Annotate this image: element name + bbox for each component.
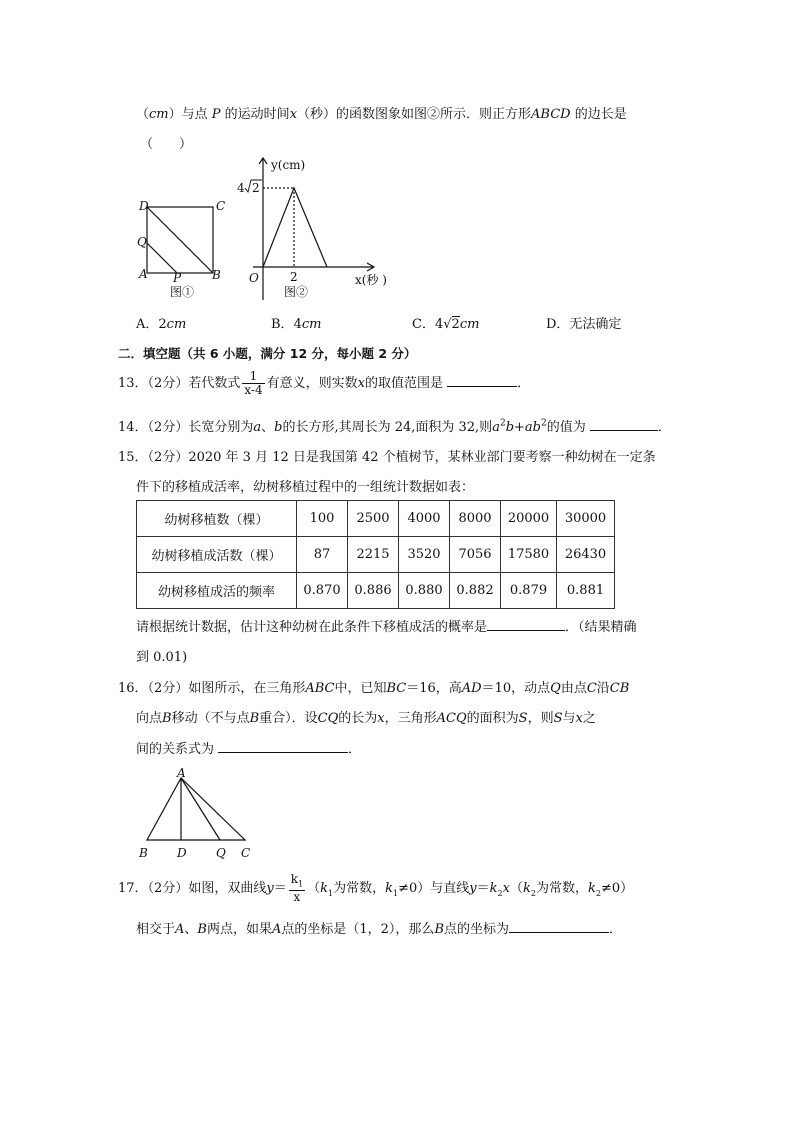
row-label-frequency: 幼树移植成活的频率	[137, 573, 297, 609]
table-cell: 2500	[348, 501, 399, 537]
sqrt-symbol: √	[443, 317, 452, 332]
q12-figure-1	[132, 195, 232, 305]
q15-answer-blank[interactable]	[487, 618, 565, 631]
label-d: D	[177, 846, 187, 860]
x-tick-label: 2	[290, 270, 298, 284]
q16-line-2: 向点B移动（不与点B重合）．设CQ的长为x，三角形ACQ的面积为S，则S与x之	[136, 711, 596, 726]
segment-aq	[181, 778, 220, 840]
label-q: Q	[137, 235, 147, 249]
q17-fraction: $\frac{k_1}{x}$	[290, 872, 304, 905]
q15-line-4: 到 0.01)	[136, 650, 188, 665]
table-cell: 87	[297, 537, 348, 573]
y-tick-radicand: 2	[252, 181, 260, 195]
table-row	[137, 573, 615, 609]
label-p: P	[173, 271, 182, 285]
table-cell: 0.879	[501, 573, 557, 609]
q15-line-3: 请根据统计数据，估计这种幼树在此条件下移植成活的概率是 ．（结果精确	[136, 620, 637, 635]
table-cell: 0.881	[557, 573, 615, 609]
label-b: B	[139, 846, 148, 860]
table-cell: 30000	[557, 501, 615, 537]
q12-figure-2	[235, 155, 405, 305]
q16-line-1: 16．（2分）如图所示，在三角形ABC中，已知BC＝16，高AD＝10，动点Q由点C沿CB	[118, 681, 630, 696]
segment-pq	[147, 243, 177, 273]
option-a[interactable]: A．2cm	[136, 317, 187, 332]
y-axis-label: y(cm)	[271, 158, 306, 172]
option-c[interactable]: C．4√2cm	[412, 317, 480, 332]
figure-1-caption: 图①	[170, 285, 195, 299]
table-cell: 0.880	[399, 573, 450, 609]
option-b[interactable]: B．4cm	[271, 317, 322, 332]
q14-answer-blank[interactable]	[590, 418, 658, 431]
table-cell: 8000	[450, 501, 501, 537]
label-c: C	[216, 199, 226, 213]
q15-data-table	[136, 500, 615, 609]
option-d[interactable]: D．无法确定	[546, 317, 622, 332]
table-cell: 7056	[450, 537, 501, 573]
question-13: 13．（2分）若代数式 $\frac{1}{x-4}$ 有意义，则实数x的取值范围是 ．	[118, 369, 531, 397]
table-row	[137, 537, 615, 573]
table-cell: 0.870	[297, 573, 348, 609]
q16-answer-blank[interactable]	[218, 740, 348, 753]
section-title: 二．填空题（共 6 小题，满分 12 分，每小题 2 分）	[118, 346, 417, 361]
origin-label: O	[249, 271, 259, 285]
q13-answer-blank[interactable]	[447, 374, 517, 387]
figure-2-caption: 图②	[284, 285, 309, 299]
table-row	[137, 501, 615, 537]
label-a: A	[177, 766, 186, 780]
table-cell: 3520	[399, 537, 450, 573]
label-d: D	[139, 199, 149, 213]
q13-fraction: $\frac{1}{x-4}$	[244, 369, 263, 397]
triangle-abc	[147, 778, 245, 840]
q16-line-3: 间的关系式为 ．	[136, 742, 362, 757]
q12-answer-paren: （ ）	[140, 137, 193, 152]
x-axis-label: x(秒 )	[355, 273, 387, 287]
row-label-transplanted: 幼树移植数（棵）	[137, 501, 297, 537]
table-cell: 20000	[501, 501, 557, 537]
q15-line-1: 15．（2分）2020 年 3 月 12 日是我国第 42 个植树节，某林业部门要考察一种幼树在一定条	[118, 450, 656, 465]
function-graph	[263, 188, 327, 267]
q17-answer-blank[interactable]	[509, 920, 609, 933]
row-label-survived: 幼树移植成活数（棵）	[137, 537, 297, 573]
table-cell: 2215	[348, 537, 399, 573]
table-cell: 17580	[501, 537, 557, 573]
q16-figure	[134, 766, 264, 864]
q15-line-2: 件下的移植成活率，幼树移植过程中的一组统计数据如表：	[136, 480, 475, 495]
label-q: Q	[216, 846, 226, 860]
table-cell: 4000	[399, 501, 450, 537]
table-cell: 100	[297, 501, 348, 537]
question-14: 14．（2分）长宽分别为a、b的长方形,其周长为 24,面积为 32,则$a^2b+ab^2$的值为 ．	[118, 418, 671, 435]
y-tick-coef: 4	[237, 181, 245, 195]
table-cell: 26430	[557, 537, 615, 573]
label-c: C	[241, 846, 251, 860]
label-b: B	[212, 268, 221, 282]
q17-line-1: 17．（2分）如图，双曲线y＝ $\frac{k_1}{x}$ （$k_1$为常数，$k_1\ne 0$）与直线$y=k_2x(k_2$为常数，$k_2\ne 0$）	[118, 872, 634, 905]
table-cell: 0.886	[348, 573, 399, 609]
q17-line-2: 相交于A、B两点，如果A点的坐标是（1，2），那么B点的坐标为 ．	[136, 922, 623, 937]
label-a: A	[139, 267, 148, 281]
q12-stem-line: （cm）与点 P 的运动时间x（秒）的函数图象如图②所示．则正方形ABCD 的边长是	[136, 107, 627, 122]
diagonal-db	[147, 207, 213, 273]
table-cell: 0.882	[450, 573, 501, 609]
